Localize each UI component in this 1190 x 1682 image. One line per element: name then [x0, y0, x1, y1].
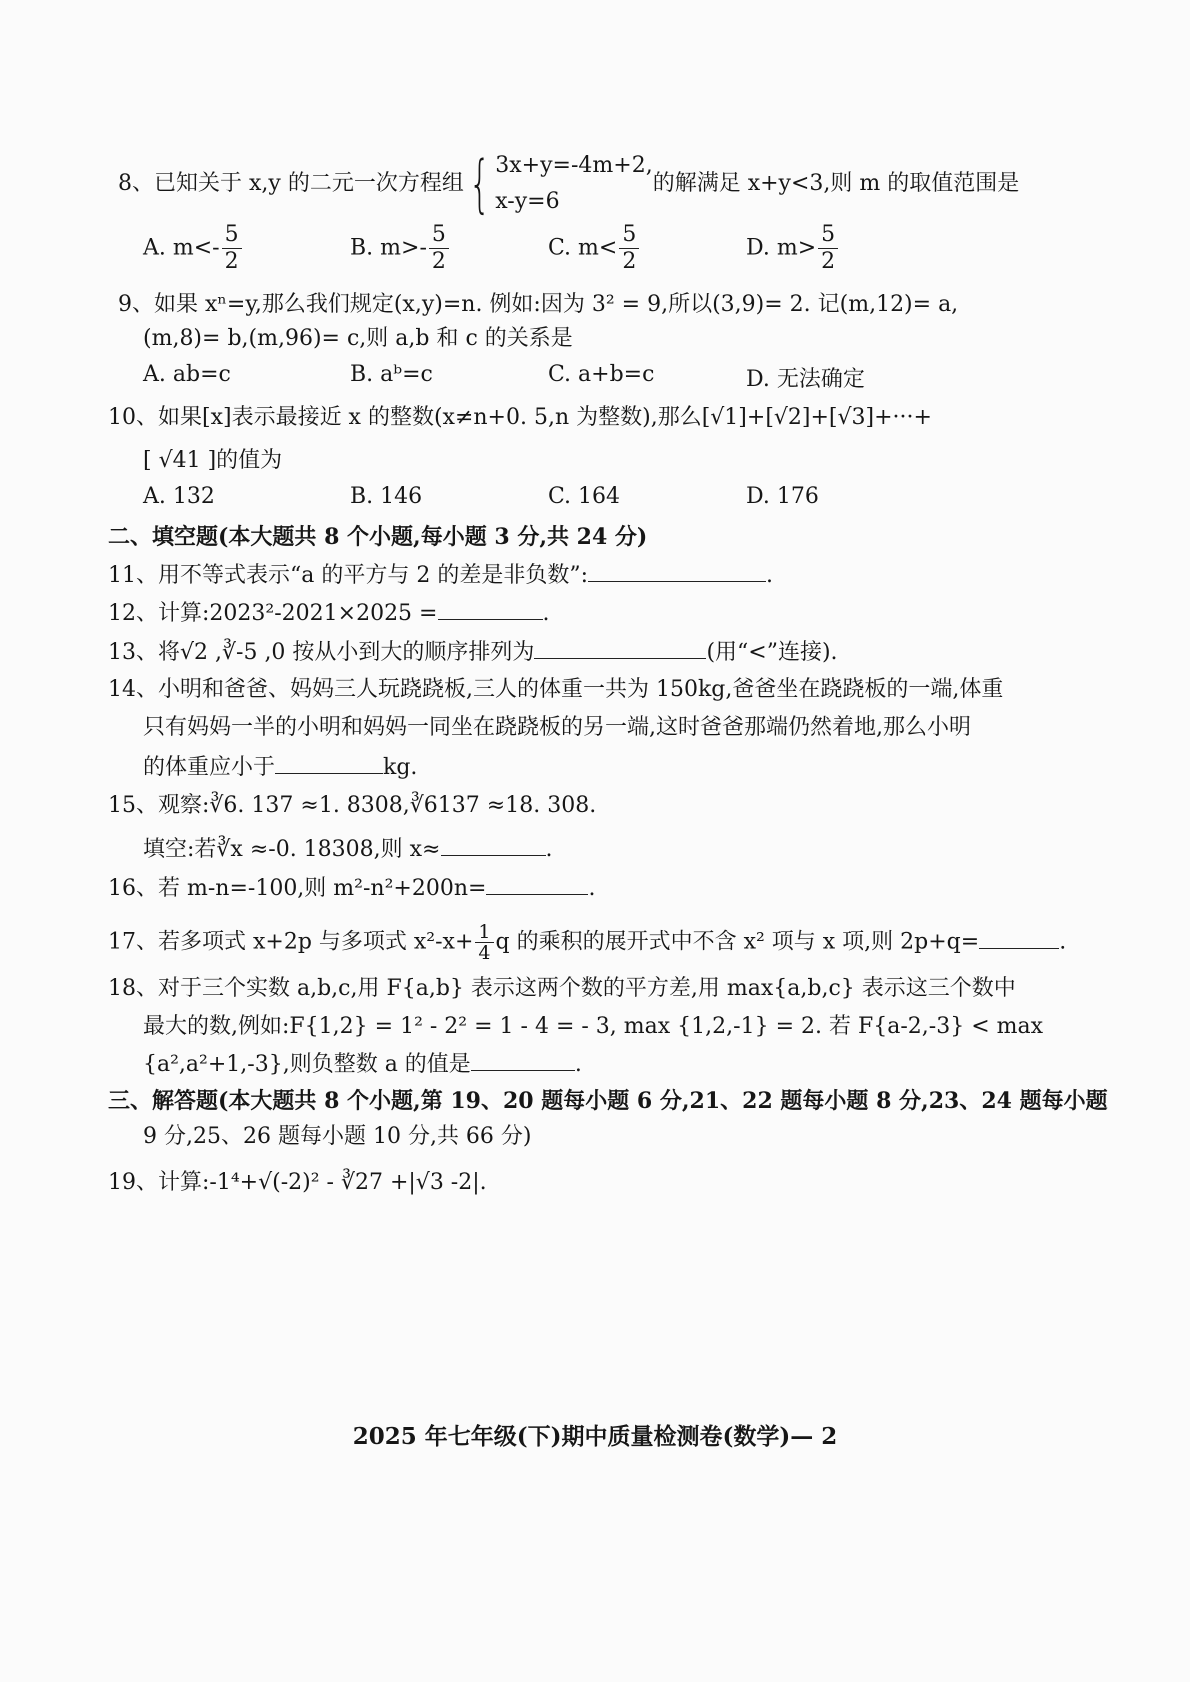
option-d[interactable]: D. 无法确定	[746, 367, 865, 392]
numerator: 5	[818, 222, 838, 249]
question-text-post: 的解满足 x+y<3,则 m 的取值范围是	[652, 171, 1020, 196]
section-heading-solve-line-2: 9 分,25、26 题每小题 10 分,共 66 分)	[143, 1124, 532, 1149]
question-text: 13、将√2 ,∛-5 ,0 按从小到大的顺序排列为	[108, 640, 535, 665]
question-16	[108, 872, 595, 904]
question-11	[108, 559, 773, 591]
option-b[interactable]: B. aᵇ=c	[350, 362, 433, 387]
answer-blank[interactable]	[275, 751, 383, 774]
question-18-line-3	[143, 1048, 582, 1080]
answer-blank[interactable]	[486, 872, 588, 895]
question-end: .	[545, 837, 553, 862]
numerator: 5	[619, 222, 639, 249]
question-text-post: q 的乘积的展开式中不含 x² 项与 x 项,则 2p+q=	[495, 929, 980, 955]
question-15-line-2	[143, 833, 553, 865]
question-end: .	[1059, 929, 1067, 955]
question-10-line-2: [ √41 ]的值为	[143, 448, 283, 473]
question-end: .	[766, 563, 773, 588]
brace-symbol: {	[468, 147, 491, 220]
question-8	[118, 148, 1019, 220]
denominator: 2	[821, 249, 836, 274]
page-footer: 2025 年七年级(下)期中质量检测卷(数学)— 2	[352, 1423, 838, 1450]
denominator: 2	[431, 249, 446, 274]
question-18-line-2: 最大的数,例如:F{1,2} = 1² - 2² = 1 - 4 = - 3, max {1,2,-1} = 2. 若 F{a-2,-3} < max	[143, 1014, 1044, 1039]
answer-blank[interactable]	[588, 559, 766, 582]
question-text: 已知关于 x,y 的二元一次方程组	[154, 171, 464, 196]
option-a[interactable]	[143, 222, 244, 275]
equation-1: 3x+y=-4m+2,	[495, 153, 653, 178]
section-heading-fill-in: 二、填空题(本大题共 8 个小题,每小题 3 分,共 24 分)	[108, 524, 648, 550]
option-b[interactable]: B. 146	[350, 484, 423, 509]
option-c[interactable]: C. a+b=c	[548, 362, 655, 387]
question-number: 8、	[118, 171, 154, 196]
section-heading-solve: 三、解答题(本大题共 8 个小题,第 19、20 题每小题 6 分,21、22 题每小题 8 分,23、24 题每小题	[108, 1088, 1108, 1114]
question-text: {a²,a²+1,-3},则负整数 a 的值是	[143, 1052, 471, 1077]
question-end: kg.	[383, 755, 418, 780]
question-text: 填空:若∛x ≈-0. 18308,则 x≈	[143, 837, 441, 862]
question-10-line-1: 10、如果[x]表示最接近 x 的整数(x≠n+0. 5,n 为整数),那么[√1]+[√2]+[√3]+···+	[108, 405, 932, 430]
question-end: .	[588, 876, 596, 901]
answer-blank[interactable]	[534, 636, 706, 659]
question-text: 的体重应小于	[143, 755, 276, 780]
option-a[interactable]: A. ab=c	[143, 362, 231, 387]
option-b[interactable]	[350, 222, 451, 275]
option-label: B. m>-	[350, 235, 427, 261]
answer-blank[interactable]	[441, 833, 546, 856]
numerator: 5	[222, 222, 242, 249]
question-14-line-3	[143, 751, 417, 783]
option-d[interactable]	[746, 222, 840, 275]
question-19: 19、计算:-1⁴+√(-2)² - ∛27 +|√3 -2|.	[108, 1170, 487, 1195]
option-label: C. m<	[548, 235, 618, 261]
question-14-line-2: 只有妈妈一半的小明和妈妈一同坐在跷跷板的另一端,这时爸爸那端仍然着地,那么小明	[143, 715, 971, 740]
question-9-line-1: 9、如果 xⁿ=y,那么我们规定(x,y)=n. 例如:因为 3² = 9,所以(3,9)= 2. 记(m,12)= a,	[118, 292, 959, 317]
answer-blank[interactable]	[438, 597, 543, 620]
numerator: 1	[475, 922, 493, 943]
question-end: .	[542, 601, 550, 626]
question-text: 16、若 m-n=-100,则 m²-n²+200n=	[108, 876, 487, 901]
equation-2: x-y=6	[495, 189, 560, 214]
question-end: .	[574, 1052, 582, 1077]
answer-blank[interactable]	[471, 1048, 575, 1071]
question-13	[108, 636, 838, 668]
question-12	[108, 597, 550, 629]
option-a[interactable]: A. 132	[143, 484, 215, 509]
numerator: 5	[429, 222, 449, 249]
denominator: 2	[622, 249, 637, 274]
question-text: 11、用不等式表示“a 的平方与 2 的差是非负数”:	[108, 563, 588, 588]
answer-blank[interactable]	[979, 926, 1059, 949]
question-14-line-1: 14、小明和爸爸、妈妈三人玩跷跷板,三人的体重一共为 150kg,爸爸坐在跷跷板的一端,体重	[108, 677, 1004, 702]
denominator: 4	[478, 942, 491, 964]
question-18-line-1: 18、对于三个实数 a,b,c,用 F{a,b} 表示这两个数的平方差,用 max{a,b,c} 表示这三个数中	[108, 976, 1016, 1001]
option-c[interactable]: C. 164	[548, 484, 621, 509]
equation-system	[464, 148, 653, 220]
question-15-line-1: 15、观察:∛6. 137 ≈1. 8308,∛6137 ≈18. 308.	[108, 793, 597, 818]
option-label: A. m<-	[143, 235, 220, 261]
question-9-line-2: (m,8)= b,(m,96)= c,则 a,b 和 c 的关系是	[143, 326, 573, 351]
question-text: 12、计算:2023²-2021×2025 =	[108, 601, 438, 626]
question-text: 17、若多项式 x+2p 与多项式 x²-x+	[108, 929, 474, 955]
denominator: 2	[224, 249, 239, 274]
question-end: (用“<”连接).	[706, 640, 838, 665]
question-17	[108, 922, 1066, 963]
option-d[interactable]: D. 176	[746, 484, 819, 509]
option-c[interactable]	[548, 222, 641, 275]
option-label: D. m>	[746, 235, 817, 261]
